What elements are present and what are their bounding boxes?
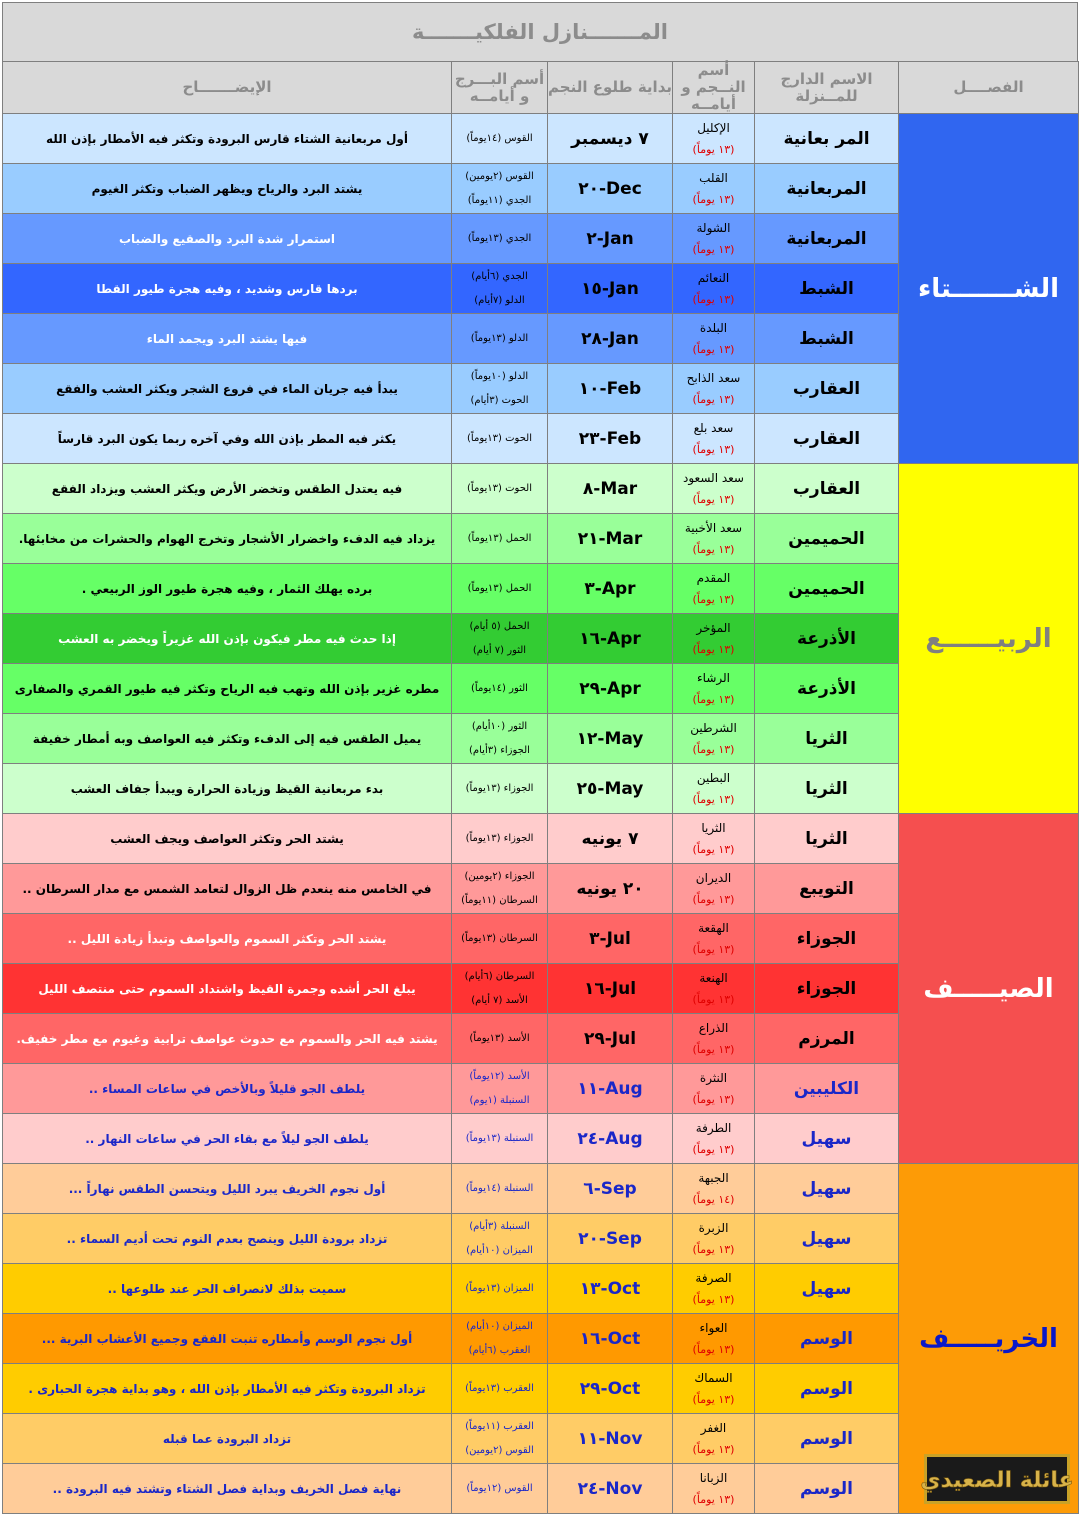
- star-name: سعد الأخبية: [684, 520, 743, 535]
- zodiac-primary: السرطان (٦أيام): [464, 970, 535, 982]
- mansion-name: سهيل: [755, 1164, 899, 1214]
- rise-date: ٢٠ يونيه: [548, 864, 673, 914]
- star-cell: [673, 414, 755, 464]
- star-cell: [673, 964, 755, 1014]
- mansion-name: الشبط: [755, 264, 899, 314]
- mansion-name: الشبط: [755, 314, 899, 364]
- star-cell: [673, 714, 755, 764]
- mansion-name: الثريا: [755, 814, 899, 864]
- star-duration: (١٣ يوماً): [692, 1292, 735, 1306]
- rise-date: Mar-٢١: [548, 514, 673, 564]
- zodiac-secondary: الجدي (١١يوماً): [467, 194, 532, 206]
- zodiac-secondary: العقرب (٦أيام): [468, 1344, 531, 1356]
- zodiac-secondary: الدلو (٧أيام): [474, 294, 525, 306]
- description: يكثر فيه المطر بإذن الله وفي آخره ربما يكون البرد قارساً: [3, 414, 452, 464]
- description: استمرار شدة البرد والصقيع والضباب: [3, 214, 452, 264]
- description: في الخامس منه ينعدم ظل الزوال لتعامد الشمس مع مدار السرطان ..: [3, 864, 452, 914]
- star-duration: (١٣ يوماً): [692, 792, 735, 806]
- mansion-name: الأذرعة: [755, 614, 899, 664]
- rise-date: Apr-٣: [548, 564, 673, 614]
- zodiac-secondary: السرطان (١١يوماً): [461, 894, 538, 906]
- description: مطره غزير بإذن الله وتهب فيه الرياح وتكثر فيه طيور القمري والصفارى: [3, 664, 452, 714]
- description: يبلغ الحر أشده وجمرة القيظ واشتداد السموم حتى منتصف الليل: [3, 964, 452, 1014]
- description: بدء مربعانية القيظ وزيادة الحرارة ويبدأ جفاف العشب: [3, 764, 452, 814]
- description: تزداد برودة الليل وينصح بعدم النوم تحت أديم السماء ..: [3, 1214, 452, 1264]
- zodiac-primary: القوس (٢يومين): [465, 170, 534, 182]
- star-name: الهقعة: [698, 920, 729, 935]
- star-cell: [673, 664, 755, 714]
- star-duration: (١٣ يوماً): [692, 292, 735, 306]
- zodiac-cell: [452, 1464, 548, 1514]
- star-name: الشولة: [696, 220, 731, 235]
- description: بردها قارس وشديد ، وفيه هجرة طيور القطا: [3, 264, 452, 314]
- header-season: الفصــــل: [899, 62, 1079, 114]
- rise-date: Nov-٢٤: [548, 1464, 673, 1514]
- zodiac-primary: الدلو (١٠يوماً): [470, 370, 529, 382]
- season-cell: الشـــــــتاء: [899, 114, 1079, 464]
- season-cell: الربيــــــع: [899, 464, 1079, 814]
- zodiac-primary: السنبلة (١٤يوماً): [465, 1182, 534, 1194]
- rise-date: Apr-٢٩: [548, 664, 673, 714]
- star-duration: (١٣ يوماً): [692, 1492, 735, 1506]
- star-cell: [673, 1364, 755, 1414]
- season-cell: الصيـــــف: [899, 814, 1079, 1164]
- star-name: السماك: [694, 1370, 733, 1385]
- star-cell: [673, 814, 755, 864]
- zodiac-cell: [452, 1364, 548, 1414]
- header-description: الإيضـــــــاح: [3, 62, 452, 114]
- rise-date: Oct-١٣: [548, 1264, 673, 1314]
- star-duration: (١٣ يوماً): [692, 1042, 735, 1056]
- mansion-name: العقارب: [755, 414, 899, 464]
- zodiac-cell: [452, 564, 548, 614]
- mansion-name: المر بعانية: [755, 114, 899, 164]
- star-duration: (١٣ يوماً): [692, 992, 735, 1006]
- mansion-name: الوسم: [755, 1464, 899, 1514]
- star-cell: [673, 214, 755, 264]
- mansion-name: المربعانية: [755, 164, 899, 214]
- mansion-name: الثريا: [755, 714, 899, 764]
- mansion-name: سهيل: [755, 1214, 899, 1264]
- description: يلطف الجو قليلاً وبالأخص في ساعات المساء ..: [3, 1064, 452, 1114]
- star-name: القلب: [699, 170, 728, 185]
- rise-date: Aug-١١: [548, 1064, 673, 1114]
- star-name: العواء: [699, 1320, 728, 1335]
- mansion-name: المربعانية: [755, 214, 899, 264]
- rise-date: Oct-٢٩: [548, 1364, 673, 1414]
- zodiac-primary: الثور (١٠أيام): [471, 720, 528, 732]
- zodiac-secondary: الحوت (٣أيام): [470, 394, 529, 406]
- star-duration: (١٣ يوماً): [692, 1142, 735, 1156]
- zodiac-cell: [452, 514, 548, 564]
- star-cell: [673, 514, 755, 564]
- star-name: الذراع: [698, 1020, 729, 1035]
- table-row: [3, 814, 1079, 864]
- rise-date: Mar-٨: [548, 464, 673, 514]
- star-cell: [673, 364, 755, 414]
- star-name: سعد الذابح: [686, 370, 741, 385]
- rise-date: May-٢٥: [548, 764, 673, 814]
- zodiac-primary: الثور (١٤يوماً): [471, 682, 528, 694]
- zodiac-cell: [452, 764, 548, 814]
- description: يلطف الجو ليلاً مع بقاء الحر في ساعات النهار ..: [3, 1114, 452, 1164]
- description: نهاية فصل الخريف وبداية فصل الشتاء وتشتد فيه البرودة ..: [3, 1464, 452, 1514]
- mansion-name: الوسم: [755, 1364, 899, 1414]
- star-name: سعد السعود: [683, 470, 744, 485]
- zodiac-primary: الحوت (١٣يوماً): [467, 482, 532, 494]
- star-cell: [673, 1164, 755, 1214]
- star-duration: (١٣ يوماً): [692, 542, 735, 556]
- zodiac-primary: الحوت (١٣يوماً): [467, 432, 532, 444]
- mansion-name: الأذرعة: [755, 664, 899, 714]
- rise-date: Jul-٢٩: [548, 1014, 673, 1064]
- star-name: الطرفة: [695, 1120, 732, 1135]
- rise-date: Dec-٢٠: [548, 164, 673, 214]
- mansion-name: سهيل: [755, 1114, 899, 1164]
- description: برده يهلك الثمار ، وفيه هجرة طيور الوز الربيعي .: [3, 564, 452, 614]
- zodiac-secondary: الجوزاء (٣أيام): [469, 744, 530, 756]
- zodiac-primary: الأسد (١٣يوماً): [469, 1032, 530, 1044]
- star-cell: [673, 1014, 755, 1064]
- lunar-mansions-table: [2, 61, 1079, 1514]
- description: فيها يشتد البرد ويجمد الماء: [3, 314, 452, 364]
- description: فيه يعتدل الطقس وتخضر الأرض ويكثر العشب ويزداد الفقع: [3, 464, 452, 514]
- star-name: الزبرة: [698, 1220, 729, 1235]
- star-cell: [673, 1064, 755, 1114]
- zodiac-cell: [452, 1164, 548, 1214]
- zodiac-cell: [452, 964, 548, 1014]
- description: يشتد الحر وتكثر العواصف ويجف العشب: [3, 814, 452, 864]
- zodiac-cell: [452, 364, 548, 414]
- logo-image: [920, 1459, 1074, 1499]
- description: إذا حدث فيه مطر فيكون بإذن الله غزيراً ويخضر به العشب: [3, 614, 452, 664]
- zodiac-cell: [452, 114, 548, 164]
- star-name: الزبانا: [699, 1470, 728, 1485]
- rise-date: Oct-١٦: [548, 1314, 673, 1364]
- star-cell: [673, 464, 755, 514]
- rise-date: Jan-١٥: [548, 264, 673, 314]
- star-cell: [673, 1414, 755, 1464]
- mansion-name: العقارب: [755, 364, 899, 414]
- table-row: [3, 1164, 1079, 1214]
- star-duration: (١٣ يوماً): [692, 642, 735, 656]
- rise-date: Jul-١٦: [548, 964, 673, 1014]
- season-cell: الخريـــــف: [899, 1164, 1079, 1514]
- star-cell: [673, 564, 755, 614]
- description: أول مربعانية الشتاء قارس البرودة وتكثر فيه الأمطار بإذن الله: [3, 114, 452, 164]
- star-cell: [673, 1314, 755, 1364]
- zodiac-cell: [452, 414, 548, 464]
- table-row: [3, 464, 1079, 514]
- star-name: النثرة: [699, 1070, 728, 1085]
- star-name: الجبهة: [698, 1170, 729, 1185]
- zodiac-primary: السنبلة (١٣يوماً): [465, 1132, 534, 1144]
- star-duration: (١٣ يوماً): [692, 192, 735, 206]
- zodiac-primary: الميزان (١٠أيام): [466, 1320, 533, 1332]
- zodiac-primary: العقرب (١١يوماً): [465, 1420, 534, 1432]
- star-duration: (١٣ يوماً): [692, 142, 735, 156]
- zodiac-cell: [452, 1014, 548, 1064]
- star-cell: [673, 114, 755, 164]
- rise-date: Apr-١٦: [548, 614, 673, 664]
- mansion-name: سهيل: [755, 1264, 899, 1314]
- description: أول نجوم الخريف يبرد الليل ويتحسن الطقس نهاراً ...: [3, 1164, 452, 1214]
- star-name: المقدم: [696, 570, 731, 585]
- star-cell: [673, 914, 755, 964]
- family-logo: [920, 1454, 1074, 1504]
- mansion-name: الحميمين: [755, 564, 899, 614]
- star-name: الديران: [695, 870, 732, 885]
- header-sign: أسم البـــرج و أيامــه: [452, 62, 548, 114]
- mansion-name: الجوزاء: [755, 914, 899, 964]
- star-cell: [673, 764, 755, 814]
- description: سميت بذلك لانصراف الحر عند طلوعها ..: [3, 1264, 452, 1314]
- table-row: [3, 114, 1079, 164]
- zodiac-cell: [452, 164, 548, 214]
- zodiac-cell: [452, 314, 548, 364]
- star-duration: (١٣ يوماً): [692, 892, 735, 906]
- star-duration: (١٣ يوماً): [692, 1092, 735, 1106]
- star-duration: (١٣ يوماً): [692, 342, 735, 356]
- zodiac-primary: السنبلة (٣أيام): [469, 1220, 530, 1232]
- star-name: الإكليل: [697, 120, 730, 135]
- star-name: النعائم: [697, 270, 730, 285]
- zodiac-cell: [452, 914, 548, 964]
- description: تزداد البرودة وتكثر فيه الأمطار بإذن الله ، وهو بداية هجرة الحبارى .: [3, 1364, 452, 1414]
- rise-date: Feb-١٠: [548, 364, 673, 414]
- zodiac-primary: الجدي (٦أيام): [471, 270, 528, 282]
- zodiac-primary: الميزان (١٣يوماً): [465, 1282, 534, 1294]
- star-duration: (١٣ يوماً): [692, 1242, 735, 1256]
- star-cell: [673, 164, 755, 214]
- zodiac-primary: الجوزاء (١٣يوماً): [465, 832, 534, 844]
- zodiac-cell: [452, 864, 548, 914]
- rise-date: Sep-٦: [548, 1164, 673, 1214]
- header-date: بداية طلوع النجم: [548, 62, 673, 114]
- star-cell: [673, 614, 755, 664]
- zodiac-primary: العقرب (١٣يوماً): [465, 1382, 534, 1394]
- star-duration: (١٣ يوماً): [692, 242, 735, 256]
- star-name: البلدة: [699, 320, 728, 335]
- star-duration: (١٣ يوماً): [692, 942, 735, 956]
- zodiac-cell: [452, 1314, 548, 1364]
- zodiac-cell: [452, 814, 548, 864]
- star-name: الغفر: [700, 1420, 727, 1435]
- zodiac-cell: [452, 714, 548, 764]
- zodiac-secondary: الميزان (١٠أيام): [466, 1244, 533, 1256]
- rise-date: ٧ يونيه: [548, 814, 673, 864]
- rise-date: Sep-٢٠: [548, 1214, 673, 1264]
- description: يشتد فيه الحر والسموم مع حدوث عواصف ترابية وغيوم مع مطر خفيف.: [3, 1014, 452, 1064]
- rise-date: Feb-٢٣: [548, 414, 673, 464]
- star-name: الهنعة: [699, 970, 728, 985]
- zodiac-cell: [452, 1064, 548, 1114]
- zodiac-secondary: القوس (٢يومين): [465, 1444, 534, 1456]
- description: يشتد الحر وتكثر السموم والعواصف وتبدأ زيادة الليل ..: [3, 914, 452, 964]
- star-duration: (١٣ يوماً): [692, 842, 735, 856]
- star-name: المؤخر: [696, 620, 731, 635]
- zodiac-primary: القوس (١٤يوماً): [466, 132, 533, 144]
- zodiac-cell: [452, 614, 548, 664]
- mansion-name: المرزم: [755, 1014, 899, 1064]
- rise-date: Jul-٣: [548, 914, 673, 964]
- table-body: [3, 114, 1079, 1514]
- star-cell: [673, 264, 755, 314]
- star-duration: (١٤ يوماً): [692, 1192, 735, 1206]
- svg-text:عائلة الصعيدي: عائلة الصعيدي: [920, 1468, 1074, 1493]
- star-duration: (١٣ يوماً): [692, 592, 735, 606]
- zodiac-primary: الحمل (١٣يوماً): [467, 582, 532, 594]
- zodiac-secondary: السنبلة (١يوم): [469, 1094, 530, 1106]
- rise-date: May-١٢: [548, 714, 673, 764]
- zodiac-cell: [452, 664, 548, 714]
- zodiac-cell: [452, 464, 548, 514]
- rise-date: Jan-٢: [548, 214, 673, 264]
- header-row: [3, 62, 1079, 114]
- star-duration: (١٣ يوماً): [692, 742, 735, 756]
- zodiac-primary: الجدي (١٣يوماً): [467, 232, 532, 244]
- rise-date: Nov-١١: [548, 1414, 673, 1464]
- zodiac-primary: القوس (١٢يوماً): [466, 1482, 533, 1494]
- rise-date: Jan-٢٨: [548, 314, 673, 364]
- star-name: الشرطين: [690, 720, 737, 735]
- star-duration: (١٣ يوماً): [692, 492, 735, 506]
- description: يزداد فيه الدفء واخضرار الأشجار وتخرج الهوام والحشرات من مخابئها.: [3, 514, 452, 564]
- zodiac-cell: [452, 1214, 548, 1264]
- rise-date: ٧ ديسمبر: [548, 114, 673, 164]
- zodiac-primary: الدلو (١٣يوماً): [470, 332, 529, 344]
- zodiac-cell: [452, 1264, 548, 1314]
- star-name: البطين: [696, 770, 731, 785]
- description: تزداد البرودة عما قبله: [3, 1414, 452, 1464]
- star-duration: (١٣ يوماً): [692, 692, 735, 706]
- star-duration: (١٣ يوماً): [692, 392, 735, 406]
- rise-date: Aug-٢٤: [548, 1114, 673, 1164]
- mansion-name: الحميمين: [755, 514, 899, 564]
- star-cell: [673, 1214, 755, 1264]
- star-duration: (١٣ يوماً): [692, 1392, 735, 1406]
- zodiac-primary: الحمل (٥ أيام): [469, 620, 530, 632]
- star-cell: [673, 864, 755, 914]
- page-title: المـــــــنازل الفلكيـــــــة: [2, 2, 1078, 62]
- star-duration: (١٣ يوماً): [692, 442, 735, 456]
- mansion-name: الوسم: [755, 1414, 899, 1464]
- description: يشتد البرد والرياح ويظهر الضباب وتكثر الغيوم: [3, 164, 452, 214]
- zodiac-primary: الجوزاء (٢يومين): [464, 870, 535, 882]
- zodiac-secondary: الأسد (٧ أيام): [471, 994, 528, 1006]
- star-name: الثريا: [701, 820, 726, 835]
- header-star: أسم النــجم و أيامــه: [673, 62, 755, 114]
- star-cell: [673, 314, 755, 364]
- description: يبدأ فيه جريان الماء في فروع الشجر ويكثر العشب والفقع: [3, 364, 452, 414]
- star-name: سعد بلع: [693, 420, 734, 435]
- description: أول نجوم الوسم وأمطاره تنبت الفقع وجميع الأعشاب البرية ...: [3, 1314, 452, 1364]
- zodiac-primary: الأسد (١٢يوماً): [469, 1070, 530, 1082]
- zodiac-primary: السرطان (١٣يوماً): [461, 932, 538, 944]
- star-cell: [673, 1114, 755, 1164]
- zodiac-cell: [452, 1414, 548, 1464]
- star-name: الصرفة: [695, 1270, 732, 1285]
- star-name: الرشاء: [697, 670, 730, 685]
- description: يميل الطقس فيه إلى الدفء وتكثر فيه العواصف وبه أمطار خفيفة: [3, 714, 452, 764]
- mansion-name: الجوزاء: [755, 964, 899, 1014]
- mansion-name: العقارب: [755, 464, 899, 514]
- mansion-name: الكليبين: [755, 1064, 899, 1114]
- zodiac-primary: الجوزاء (١٣يوماً): [465, 782, 534, 794]
- star-cell: [673, 1264, 755, 1314]
- zodiac-secondary: الثور (٧ أيام): [472, 644, 527, 656]
- star-duration: (١٣ يوماً): [692, 1442, 735, 1456]
- zodiac-cell: [452, 264, 548, 314]
- zodiac-cell: [452, 1114, 548, 1164]
- mansion-name: التويبع: [755, 864, 899, 914]
- zodiac-primary: الحمل (١٣يوماً): [467, 532, 532, 544]
- mansion-name: الثريا: [755, 764, 899, 814]
- header-name: الاسم الدارج للمــنزلة: [755, 62, 899, 114]
- mansion-name: الوسم: [755, 1314, 899, 1364]
- star-cell: [673, 1464, 755, 1514]
- zodiac-cell: [452, 214, 548, 264]
- star-duration: (١٣ يوماً): [692, 1342, 735, 1356]
